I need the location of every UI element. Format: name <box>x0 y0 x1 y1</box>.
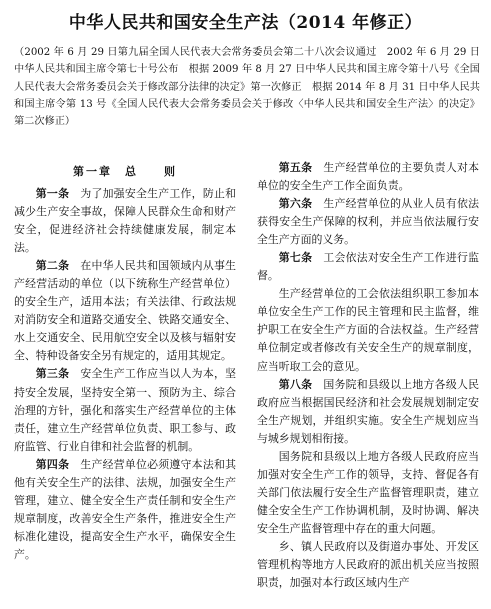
article-paragraph <box>257 195 479 249</box>
article-text: 安全生产工作应当以人为本，坚持安全发展，坚持安全第一、预防为主、综合治理的方针，强化和落实生产经营单位的主体责任，建立生产经营单位负责、职工参与、政府监管、行业自律和社会监督的机制。 <box>14 367 236 453</box>
article-paragraph <box>257 448 479 538</box>
article-number: 第二条 <box>35 259 70 273</box>
article-text: 国务院和县级以上地方各级人民政府应当加强对安全生产工作的领导，支持、督促各有关部门依法履行安全生产监督管理职责，建立健全安全生产工作协调机制，及时协调、解决安全生产监督管理中存在的重大问题。 <box>257 449 479 535</box>
article-text: 生产经营单位的主要负责人对本单位的安全生产工作全面负责。 <box>257 161 479 193</box>
article-text: 生产经营单位的从业人员有依法获得安全生产保障的权利，并应当依法履行安全生产方面的义务。 <box>257 197 479 247</box>
article-paragraph <box>257 249 479 285</box>
article-text: 工会依法对安全生产工作进行监督。 <box>257 251 479 283</box>
article-number: 第七条 <box>278 251 313 265</box>
right-column <box>257 159 479 592</box>
article-text: 在中华人民共和国领域内从事生产经营活动的单位（以下统称生产经营单位）的安全生产，适用本法；有关法律、行政法规对消防安全和道路交通安全、铁路交通安全、水上交通安全、民用航空安全以及核与辐射安全、特种设备安全另有规定的，适用其规定。 <box>14 259 236 363</box>
article-number: 第一条 <box>35 187 70 200</box>
article-paragraph <box>14 456 236 564</box>
article-paragraph <box>14 257 236 365</box>
article-text: 生产经营单位的工会依法组织职工参加本单位安全生产工作的民主管理和民主监督，维护职工在安全生产方面的合法权益。生产经营单位制定或者修改有关安全生产的规章制度，应当听取工会的意见。 <box>257 287 479 373</box>
document-intro: （2002 年 6 月 29 日第九届全国人民代表大会常务委员会第二十八次会议通过 2002 年 6 月 29 日中华人民共和国主席令第七十号公布 根据 2009 年 8 月 27 日中华人民共和国主席令第十八号《全国人民代表大会常务委员会关于修改部分法律的决定》第一次修正 根据 2014 年 8 月 31 日中华人民共和国主席令第 13 号《全国人民代表大会常务委员会关于修改〈中华人民共和国安全生产法〉的决定》第二次修正） <box>14 47 480 128</box>
chapter-heading: 第一章 总 则 <box>73 165 177 178</box>
article-paragraph <box>257 376 479 448</box>
article-number: 第四条 <box>35 457 70 471</box>
article-number: 第三条 <box>35 367 70 381</box>
article-text: 国务院和县级以上地方各级人民政府应当根据国民经济和社会发展规划制定安全生产规划，并组织实施。安全生产规划应当与城乡规划相衔接。 <box>257 377 479 445</box>
article-paragraph <box>14 365 236 455</box>
left-column <box>14 159 236 564</box>
article-paragraph <box>14 185 236 257</box>
article-text: 为了加强安全生产工作，防止和减少生产安全事故，保障人民群众生命和财产安全，促进经济社会持续健康发展，制定本法。 <box>14 187 236 255</box>
article-paragraph <box>257 159 479 195</box>
article-number: 第六条 <box>278 197 313 211</box>
article-number: 第五条 <box>278 161 313 174</box>
article-paragraph <box>257 285 479 375</box>
article-number: 第八条 <box>278 377 313 391</box>
article-text: 生产经营单位必须遵守本法和其他有关安全生产的法律、法规，加强安全生产管理，建立、健全安全生产责任制和安全生产规章制度，改善安全生产条件，推进安全生产标准化建设，提高安全生产水平，确保安全生产。 <box>14 457 236 561</box>
article-text: 乡、镇人民政府以及街道办事处、开发区管理机构等地方人民政府的派出机关应当按照职责，加强对本行政区域内生产 <box>257 539 479 590</box>
document-title: 中华人民共和国安全生产法（2014 年修正） <box>68 13 423 33</box>
article-paragraph <box>257 538 479 592</box>
